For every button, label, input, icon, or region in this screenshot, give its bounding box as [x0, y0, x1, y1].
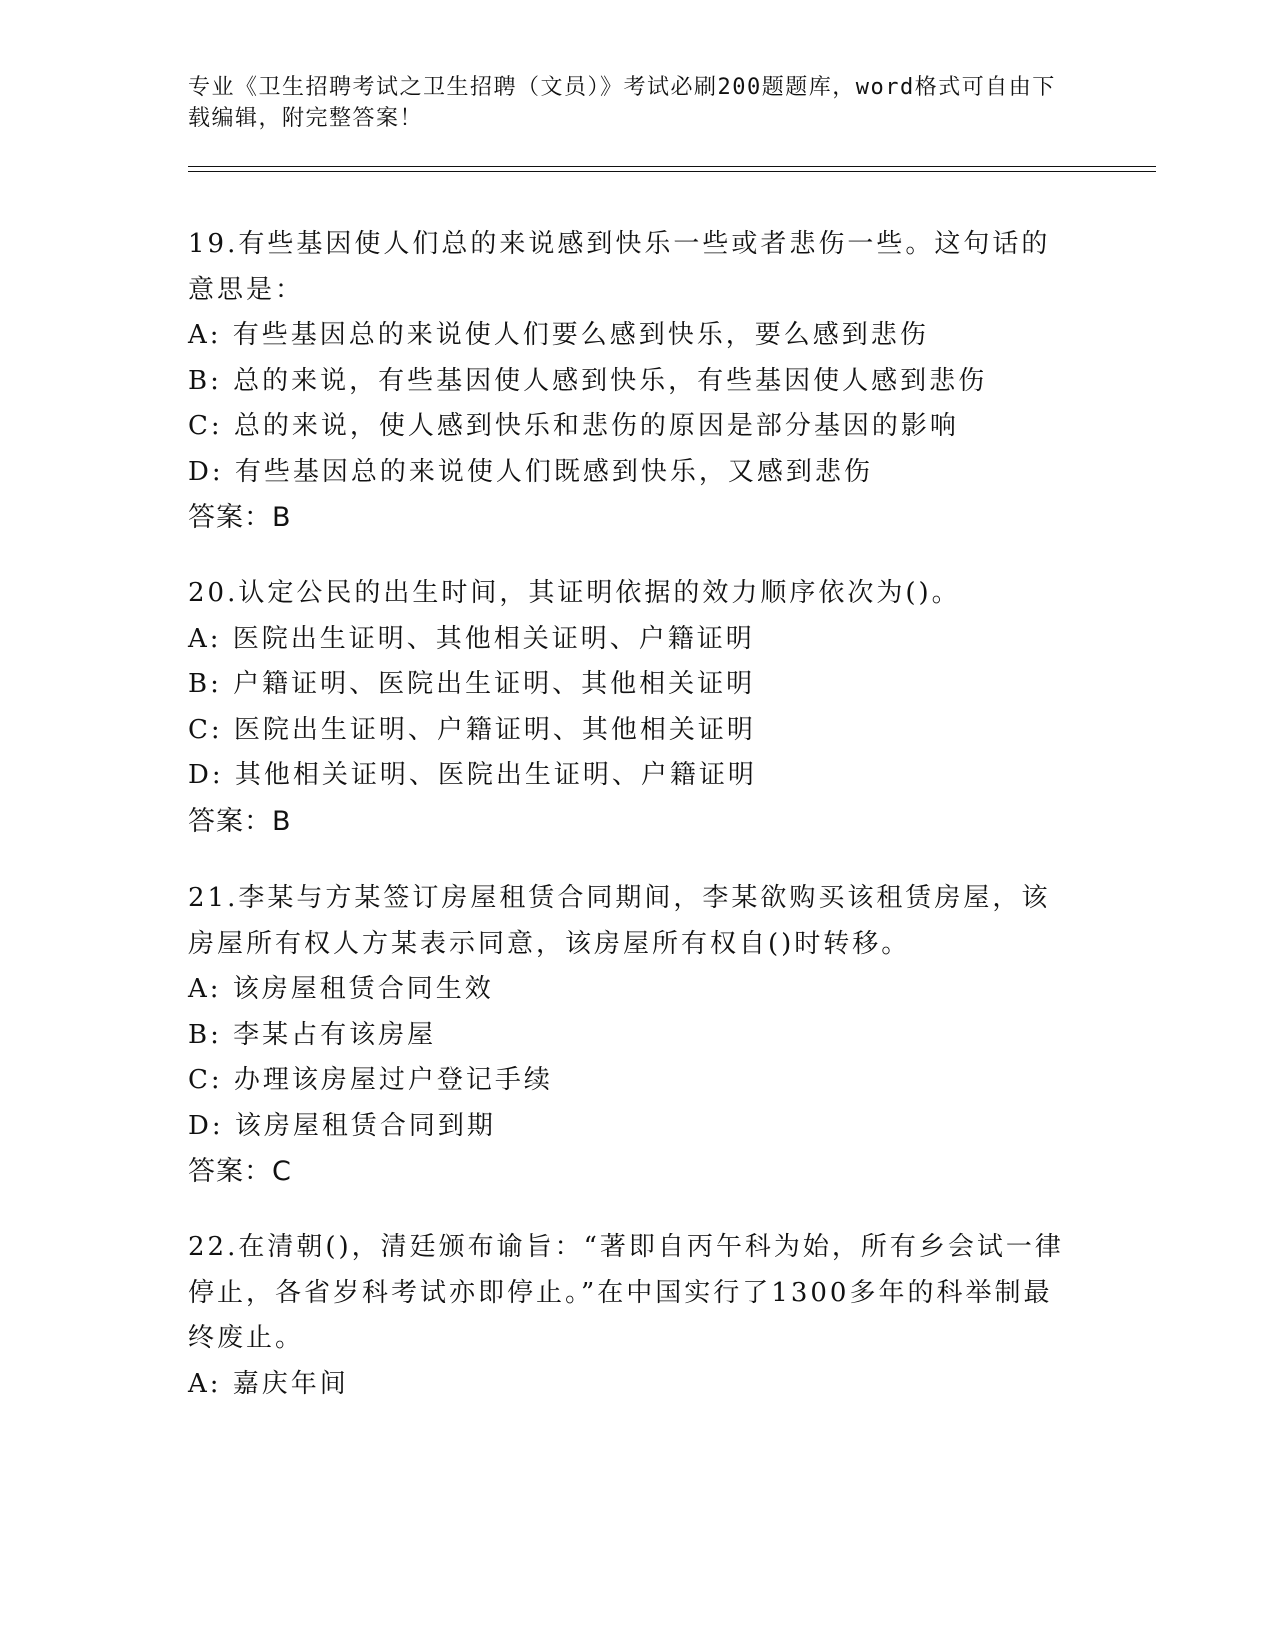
- answer: 答案：B: [188, 502, 292, 533]
- option-a: A: 嘉庆年间: [188, 1368, 349, 1399]
- option-c: C: 医院出生证明、户籍证明、其他相关证明: [188, 714, 756, 745]
- option-d: D: 该房屋租赁合同到期: [188, 1110, 496, 1141]
- header-rule-top: [188, 166, 1156, 167]
- option-b: B: 总的来说，有些基因使人感到快乐，有些基因使人感到悲伤: [188, 365, 988, 396]
- question-19: [188, 222, 1068, 541]
- option-d: D: 其他相关证明、医院出生证明、户籍证明: [188, 760, 757, 790]
- question-21: [188, 876, 1068, 1195]
- option-d: D: 有些基因总的来说使人们既感到快乐，又感到悲伤: [188, 456, 873, 487]
- header-rule-bottom: [188, 171, 1156, 172]
- option-a: A: 该房屋租赁合同生效: [188, 974, 494, 1004]
- question-stem: 20.认定公民的出生时间，其证明依据的效力顺序依次为()。: [188, 578, 961, 608]
- option-a: A: 有些基因总的来说使人们要么感到快乐，要么感到悲伤: [188, 320, 929, 350]
- header-note: 专业《卫生招聘考试之卫生招聘（文员）》考试必刷200题题库，word格式可自由下载编辑，附完整答案！: [188, 75, 1056, 131]
- question-22: [188, 1225, 1068, 1407]
- question-stem: 19.有些基因使人们总的来说感到快乐一些或者悲伤一些。这句话的意思是：: [188, 229, 1051, 305]
- question-stem: 21.李某与方某签订房屋租赁合同期间，李某欲购买该租赁房屋，该房屋所有权人方某表示同意，该房屋所有权自()时转移。: [188, 883, 1051, 959]
- option-c: C: 办理该房屋过户登记手续: [188, 1065, 553, 1095]
- option-c: C: 总的来说，使人感到快乐和悲伤的原因是部分基因的影响: [188, 411, 959, 441]
- option-a: A: 医院出生证明、其他相关证明、户籍证明: [188, 623, 755, 654]
- question-stem: 22.在清朝()，清廷颁布谕旨：“著即自丙午科为始，所有乡会试一律停止，各省岁科考试亦即停止。”在中国实行了1300多年的科举制最终废止。: [188, 1232, 1064, 1353]
- question-20: [188, 571, 1068, 844]
- option-b: B: 李某占有该房屋: [188, 1019, 437, 1050]
- answer: 答案：B: [188, 805, 292, 837]
- answer: 答案：C: [188, 1156, 292, 1187]
- option-b: B: 户籍证明、医院出生证明、其他相关证明: [188, 669, 756, 699]
